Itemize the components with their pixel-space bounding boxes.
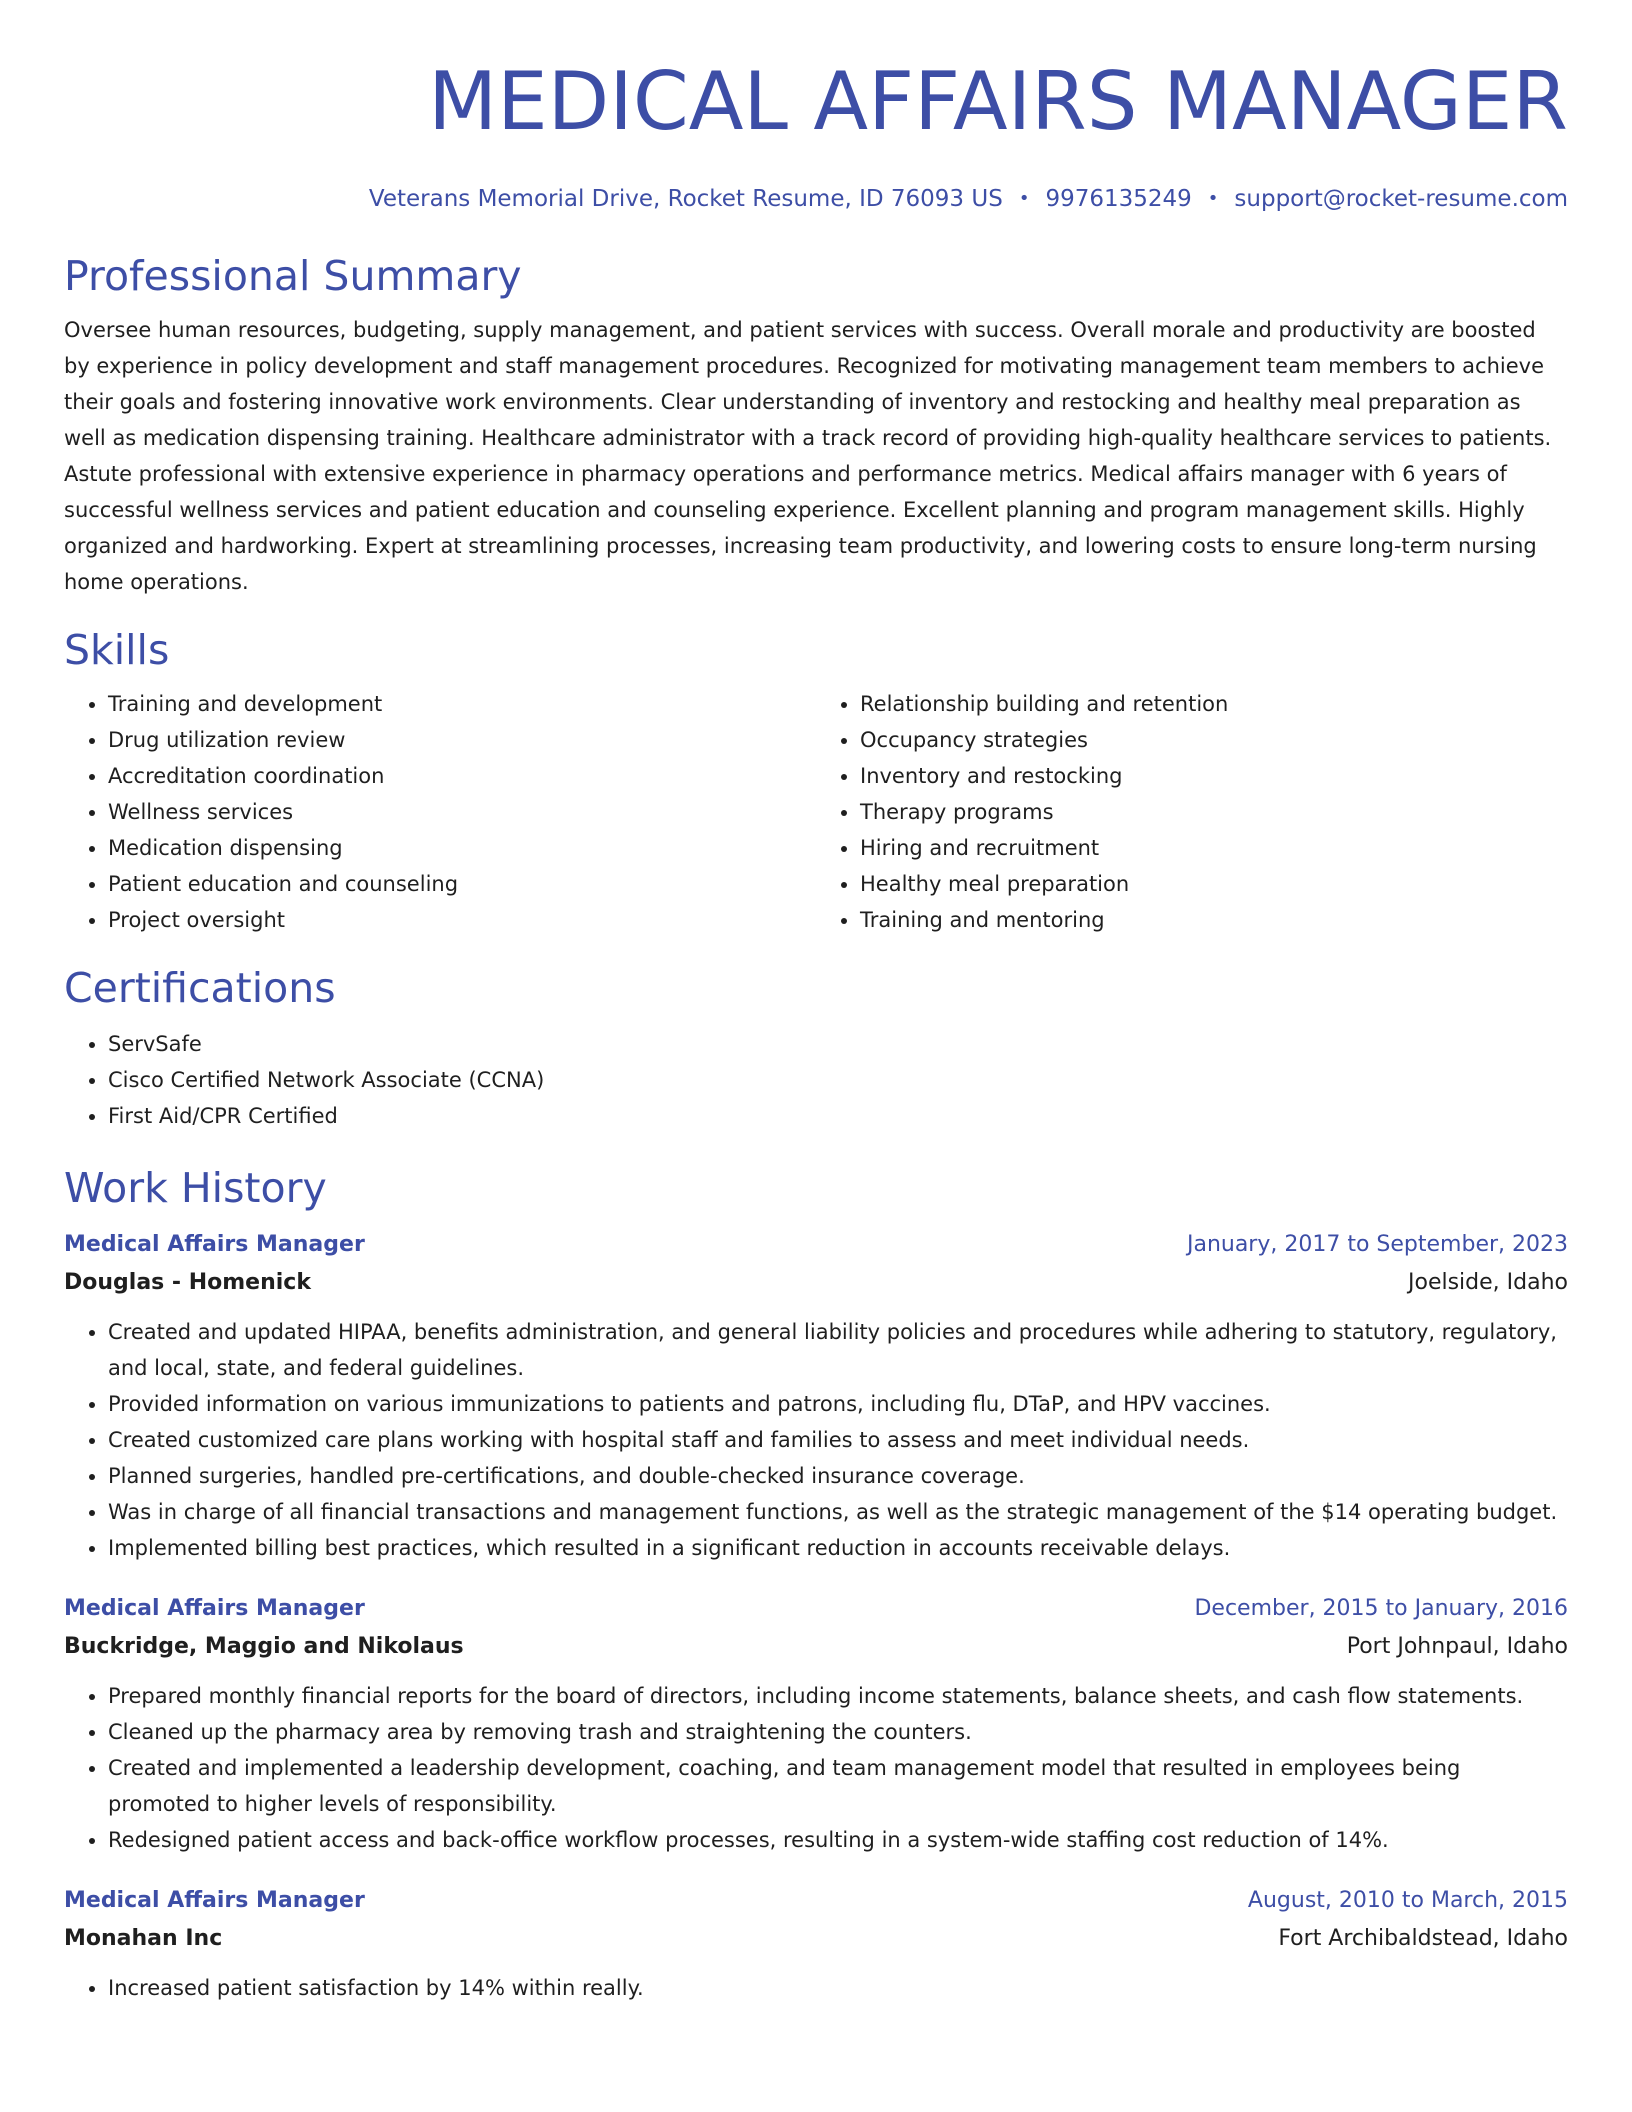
certification-item: • First Aid/CPR Certified: [108, 1098, 1568, 1134]
certifications-list: [64, 1026, 1568, 1134]
skill-item: • Healthy meal preparation: [860, 866, 1568, 902]
contact-separator: •: [1018, 188, 1030, 209]
skill-item: • Training and development: [108, 686, 816, 722]
skills-list-right: [816, 686, 1568, 938]
summary-text: Oversee human resources, budgeting, supply management, and patient services with success. Overall morale and productivity are boosted by experience in policy development and staff management procedures. Recognized for motivating management team members to achieve their goals and fostering innovative work environments. Clear understanding of inventory and restocking and healthy meal preparation as well as medication dispensing training. Healthcare administrator with a track record of providing high-quality healthcare services to patients. Astute professional with extensive experience in pharmacy operations and performance metrics. Medical affairs manager with 6 years of successful wellness services and patient education and counseling experience. Excellent planning and program management skills. Highly organized and hardworking. Expert at streamlining processes, increasing team productivity, and lowering costs to ensure long-term nursing home operations.: [64, 318, 1552, 594]
job-company: Buckridge, Maggio and Nikolaus: [64, 1634, 464, 1659]
skill-item: • Inventory and restocking: [860, 758, 1568, 794]
skills-section: [64, 624, 1568, 938]
job-dates: August, 2010 to March, 2015: [1247, 1888, 1568, 1913]
job-bullet: • Redesigned patient access and back-office workflow processes, resulting in a system-wide staffing cost reduction of 14%.: [108, 1822, 1568, 1858]
job-location: Joelside, Idaho: [1408, 1270, 1568, 1295]
contact-separator: •: [1207, 188, 1219, 209]
certification-item: • Cisco Certified Network Associate (CCNA): [108, 1062, 1568, 1098]
skills-heading: Skills: [64, 626, 170, 674]
job-company: Douglas - Homenick: [64, 1270, 311, 1295]
skill-item: • Accreditation coordination: [108, 758, 816, 794]
skill-item: • Therapy programs: [860, 794, 1568, 830]
job-bullet: • Planned surgeries, handled pre-certifications, and double-checked insurance coverage.: [108, 1458, 1568, 1494]
job-header-row: [64, 1882, 1568, 1920]
skill-item: • Training and mentoring: [860, 902, 1568, 938]
job-bullets: [64, 1678, 1568, 1858]
job-title: Medical Affairs Manager: [64, 1888, 365, 1913]
job-header-row: [64, 1226, 1568, 1264]
certification-item: • ServSafe: [108, 1026, 1568, 1062]
skill-item: • Occupancy strategies: [860, 722, 1568, 758]
work-history-heading: Work History: [64, 1164, 327, 1212]
skill-item: • Hiring and recruitment: [860, 830, 1568, 866]
job-company: Monahan Inc: [64, 1926, 223, 1951]
summary-heading: Professional Summary: [64, 252, 522, 300]
contact-email: support@rocket-resume.com: [1234, 186, 1568, 212]
job-bullet: • Created and updated HIPAA, benefits administration, and general liability policies and procedures while adhering to statutory, regulatory, and local, state, and federal guidelines.: [108, 1314, 1568, 1386]
job-bullet: • Was in charge of all financial transactions and management functions, as well as the strategic management of the $14 operating budget.: [108, 1494, 1568, 1530]
skill-item: • Relationship building and retention: [860, 686, 1568, 722]
job-bullets: [64, 1970, 1568, 2006]
skill-item: • Drug utilization review: [108, 722, 816, 758]
job-company-row: [64, 1628, 1568, 1666]
certifications-heading: Certifications: [64, 964, 336, 1012]
skill-item: • Project oversight: [108, 902, 816, 938]
job-dates: January, 2017 to September, 2023: [1186, 1232, 1568, 1257]
job-bullet: • Created customized care plans working with hospital staff and families to assess and meet individual needs.: [108, 1422, 1568, 1458]
job-bullet: • Prepared monthly financial reports for the board of directors, including income statements, balance sheets, and cash flow statements.: [108, 1678, 1568, 1714]
job-location: Fort Archibaldstead, Idaho: [1278, 1926, 1568, 1951]
job-bullet: • Cleaned up the pharmacy area by removing trash and straightening the counters.: [108, 1714, 1568, 1750]
certifications-section: [64, 962, 1568, 1134]
job-bullet: • Implemented billing best practices, which resulted in a significant reduction in accounts receivable delays.: [108, 1530, 1568, 1566]
job-entry: [64, 1882, 1568, 2006]
job-company-row: [64, 1920, 1568, 1958]
job-title: Medical Affairs Manager: [64, 1596, 365, 1621]
job-company-row: [64, 1264, 1568, 1302]
job-entry: [64, 1226, 1568, 1566]
job-header-row: [64, 1590, 1568, 1628]
contact-phone: 9976135249: [1045, 186, 1192, 212]
job-location: Port Johnpaul, Idaho: [1346, 1634, 1568, 1659]
job-bullet: • Created and implemented a leadership development, coaching, and team management model that resulted in employees being promoted to higher levels of responsibility.: [108, 1750, 1568, 1822]
skill-item: • Wellness services: [108, 794, 816, 830]
summary-section: [64, 250, 1568, 600]
skill-item: • Patient education and counseling: [108, 866, 816, 902]
work-history-section: [64, 1162, 1568, 2006]
job-bullet: • Increased patient satisfaction by 14% within really.: [108, 1970, 1568, 2006]
job-entry: [64, 1590, 1568, 1858]
job-bullet: • Provided information on various immunizations to patients and patrons, including flu, DTaP, and HPV vaccines.: [108, 1386, 1568, 1422]
skills-list-left: [64, 686, 816, 938]
job-dates: December, 2015 to January, 2016: [1194, 1596, 1568, 1621]
contact-address: Veterans Memorial Drive, Rocket Resume, ID 76093 US: [368, 186, 1003, 212]
resume-name: MEDICAL AFFAIRS MANAGER: [428, 55, 1568, 148]
contact-line: [64, 184, 1568, 214]
skills-columns: [64, 686, 1568, 938]
job-title: Medical Affairs Manager: [64, 1232, 365, 1257]
job-bullets: [64, 1314, 1568, 1566]
skill-item: • Medication dispensing: [108, 830, 816, 866]
